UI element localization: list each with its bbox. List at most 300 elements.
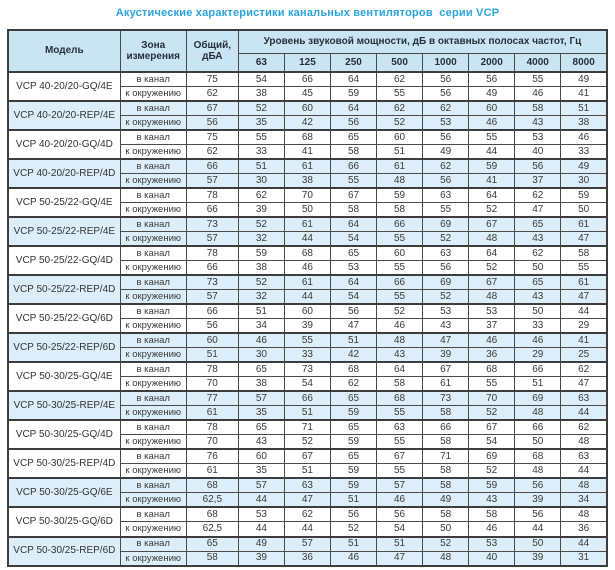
spl-value-cell-8000hz: 31 (561, 551, 607, 566)
spl-value-cell-63hz: 38 (238, 261, 284, 276)
spl-value-cell-63hz: 30 (238, 174, 284, 189)
zone-cell: в канал (120, 101, 186, 116)
spl-value-cell-63hz: 44 (238, 522, 284, 537)
spl-value-cell-63hz: 43 (238, 435, 284, 450)
spl-value-cell-2000hz: 70 (469, 391, 515, 406)
spl-value-cell-2000hz: 59 (469, 159, 515, 174)
spl-value-cell-1000hz: 55 (423, 203, 469, 218)
spl-value-cell-125hz: 66 (284, 391, 330, 406)
zone-cell: к окружению (120, 348, 186, 363)
spl-value-cell-125hz: 71 (284, 420, 330, 435)
spl-value-cell-500hz: 60 (377, 246, 423, 261)
spl-value-cell-1000hz: 58 (423, 507, 469, 522)
zone-cell: в канал (120, 478, 186, 493)
model-cell: VCP 50-30/25-REP/4E (8, 391, 120, 420)
spl-value-cell-125hz: 73 (284, 362, 330, 377)
spl-value-cell-250hz: 59 (330, 435, 376, 450)
spl-value-cell-250hz: 55 (330, 174, 376, 189)
header-freq-2000: 2000 (469, 53, 515, 72)
zone-cell: в канал (120, 217, 186, 232)
spl-value-cell-63hz: 51 (238, 159, 284, 174)
spl-value-cell-2000hz: 55 (469, 130, 515, 145)
spl-value-cell-125hz: 38 (284, 174, 330, 189)
spl-value-cell-250hz: 42 (330, 348, 376, 363)
zone-cell: в канал (120, 246, 186, 261)
spl-value-cell-63hz: 39 (238, 203, 284, 218)
spl-value-cell-1000hz: 53 (423, 116, 469, 131)
spl-value-cell-1000hz: 63 (423, 188, 469, 203)
spl-value-cell-1000hz: 56 (423, 72, 469, 87)
model-cell: VCP 50-25/22-REP/4E (8, 217, 120, 246)
spl-value-cell-500hz: 55 (377, 464, 423, 479)
spl-value-cell-250hz: 67 (330, 188, 376, 203)
zone-cell: в канал (120, 420, 186, 435)
spl-value-cell-125hz: 61 (284, 159, 330, 174)
zone-cell: к окружению (120, 435, 186, 450)
spl-value-cell-125hz: 70 (284, 188, 330, 203)
spl-value-cell-250hz: 66 (330, 159, 376, 174)
spl-value-cell-500hz: 62 (377, 101, 423, 116)
spl-value-cell-8000hz: 49 (561, 159, 607, 174)
zone-cell: в канал (120, 159, 186, 174)
zone-cell: к окружению (120, 493, 186, 508)
spl-value-cell-63hz: 35 (238, 464, 284, 479)
zone-cell: к окружению (120, 203, 186, 218)
spl-value-cell-250hz: 64 (330, 101, 376, 116)
spl-value-cell-4000hz: 56 (515, 159, 561, 174)
spl-value-cell-4000hz: 50 (515, 261, 561, 276)
spl-value-cell-125hz: 61 (284, 275, 330, 290)
spl-value-cell-250hz: 58 (330, 145, 376, 160)
model-cell: VCP 40-20/20-GQ/4D (8, 130, 120, 159)
total-dba-cell: 75 (186, 130, 238, 145)
spl-value-cell-500hz: 66 (377, 275, 423, 290)
spl-value-cell-4000hz: 37 (515, 174, 561, 189)
spl-value-cell-2000hz: 52 (469, 203, 515, 218)
spl-value-cell-4000hz: 62 (515, 246, 561, 261)
spl-value-cell-250hz: 51 (330, 493, 376, 508)
spl-value-cell-2000hz: 59 (469, 478, 515, 493)
spl-value-cell-125hz: 63 (284, 478, 330, 493)
table-row (8, 188, 607, 203)
spl-value-cell-4000hz: 33 (515, 319, 561, 334)
spl-value-cell-1000hz: 56 (423, 261, 469, 276)
spl-value-cell-4000hz: 53 (515, 130, 561, 145)
spl-value-cell-8000hz: 33 (561, 145, 607, 160)
spl-value-cell-250hz: 56 (330, 304, 376, 319)
table-row (8, 507, 607, 522)
spl-value-cell-1000hz: 49 (423, 145, 469, 160)
header-row-top (8, 30, 607, 53)
spl-value-cell-8000hz: 44 (561, 464, 607, 479)
table-row (8, 478, 607, 493)
spl-value-cell-500hz: 55 (377, 435, 423, 450)
spl-value-cell-250hz: 59 (330, 478, 376, 493)
total-dba-cell: 51 (186, 348, 238, 363)
spl-value-cell-500hz: 55 (377, 261, 423, 276)
spl-value-cell-500hz: 55 (377, 290, 423, 305)
header-freq-125: 125 (284, 53, 330, 72)
spl-value-cell-125hz: 55 (284, 333, 330, 348)
spl-value-cell-8000hz: 59 (561, 188, 607, 203)
zone-cell: к окружению (120, 319, 186, 334)
table-row (8, 304, 607, 319)
spl-value-cell-125hz: 51 (284, 464, 330, 479)
spl-value-cell-2000hz: 52 (469, 261, 515, 276)
spl-value-cell-2000hz: 48 (469, 232, 515, 247)
spl-value-cell-63hz: 39 (238, 551, 284, 566)
table-row (8, 391, 607, 406)
spl-value-cell-500hz: 55 (377, 406, 423, 421)
spl-value-cell-250hz: 65 (330, 391, 376, 406)
spl-value-cell-63hz: 54 (238, 72, 284, 87)
header-zone: Зона измерения (120, 30, 186, 72)
spl-value-cell-250hz: 59 (330, 87, 376, 102)
spl-value-cell-63hz: 51 (238, 304, 284, 319)
zone-cell: в канал (120, 275, 186, 290)
spl-value-cell-63hz: 32 (238, 232, 284, 247)
spl-value-cell-8000hz: 48 (561, 478, 607, 493)
zone-cell: к окружению (120, 464, 186, 479)
spl-value-cell-8000hz: 46 (561, 130, 607, 145)
spl-value-cell-2000hz: 56 (469, 72, 515, 87)
spl-value-cell-250hz: 68 (330, 362, 376, 377)
spl-value-cell-125hz: 66 (284, 72, 330, 87)
spl-value-cell-1000hz: 62 (423, 101, 469, 116)
spl-value-cell-125hz: 45 (284, 87, 330, 102)
spl-value-cell-63hz: 33 (238, 145, 284, 160)
spl-value-cell-4000hz: 69 (515, 391, 561, 406)
spl-value-cell-125hz: 52 (284, 435, 330, 450)
spl-value-cell-1000hz: 58 (423, 435, 469, 450)
model-cell: VCP 50-30/25-REP/4D (8, 449, 120, 478)
spl-value-cell-4000hz: 40 (515, 145, 561, 160)
spl-value-cell-8000hz: 61 (561, 217, 607, 232)
total-dba-cell: 78 (186, 362, 238, 377)
spl-value-cell-63hz: 38 (238, 87, 284, 102)
spl-value-cell-8000hz: 47 (561, 290, 607, 305)
zone-cell: в канал (120, 130, 186, 145)
spl-value-cell-125hz: 68 (284, 246, 330, 261)
total-dba-cell: 66 (186, 261, 238, 276)
spl-value-cell-250hz: 62 (330, 377, 376, 392)
spl-value-cell-250hz: 53 (330, 261, 376, 276)
zone-cell: в канал (120, 188, 186, 203)
spl-value-cell-63hz: 35 (238, 116, 284, 131)
total-dba-cell: 62,5 (186, 522, 238, 537)
spl-value-cell-250hz: 65 (330, 449, 376, 464)
spl-value-cell-250hz: 56 (330, 507, 376, 522)
spl-value-cell-125hz: 62 (284, 507, 330, 522)
spl-value-cell-63hz: 32 (238, 290, 284, 305)
spl-value-cell-2000hz: 44 (469, 145, 515, 160)
table-row (8, 159, 607, 174)
total-dba-cell: 56 (186, 319, 238, 334)
spl-value-cell-1000hz: 61 (423, 377, 469, 392)
total-dba-cell: 73 (186, 275, 238, 290)
spl-value-cell-8000hz: 63 (561, 449, 607, 464)
spl-value-cell-1000hz: 52 (423, 537, 469, 552)
spl-value-cell-2000hz: 53 (469, 537, 515, 552)
total-dba-cell: 66 (186, 159, 238, 174)
spl-value-cell-125hz: 36 (284, 551, 330, 566)
table-row (8, 130, 607, 145)
spl-value-cell-63hz: 57 (238, 478, 284, 493)
spl-value-cell-125hz: 44 (284, 290, 330, 305)
total-dba-cell: 78 (186, 420, 238, 435)
spl-value-cell-8000hz: 63 (561, 391, 607, 406)
spl-value-cell-63hz: 52 (238, 275, 284, 290)
total-dba-cell: 75 (186, 72, 238, 87)
spl-value-cell-1000hz: 69 (423, 217, 469, 232)
spl-value-cell-4000hz: 51 (515, 377, 561, 392)
spl-value-cell-250hz: 64 (330, 72, 376, 87)
header-freq-4000: 4000 (515, 53, 561, 72)
spl-value-cell-2000hz: 46 (469, 116, 515, 131)
model-cell: VCP 50-30/25-GQ/6E (8, 478, 120, 507)
spl-value-cell-500hz: 43 (377, 348, 423, 363)
spl-value-cell-125hz: 39 (284, 319, 330, 334)
model-cell: VCP 50-25/22-GQ/6D (8, 304, 120, 333)
spl-value-cell-125hz: 33 (284, 348, 330, 363)
total-dba-cell: 68 (186, 478, 238, 493)
table-row (8, 72, 607, 87)
spl-value-cell-4000hz: 39 (515, 493, 561, 508)
spl-value-cell-250hz: 54 (330, 232, 376, 247)
spl-value-cell-125hz: 51 (284, 406, 330, 421)
spl-value-cell-8000hz: 44 (561, 304, 607, 319)
spl-value-cell-125hz: 67 (284, 449, 330, 464)
header-freq-250: 250 (330, 53, 376, 72)
spl-value-cell-63hz: 35 (238, 406, 284, 421)
total-dba-cell: 60 (186, 333, 238, 348)
spl-value-cell-8000hz: 29 (561, 319, 607, 334)
spl-value-cell-500hz: 57 (377, 478, 423, 493)
spl-value-cell-4000hz: 50 (515, 304, 561, 319)
spl-value-cell-2000hz: 46 (469, 333, 515, 348)
spl-value-cell-63hz: 49 (238, 537, 284, 552)
spl-value-cell-250hz: 54 (330, 290, 376, 305)
spl-value-cell-500hz: 63 (377, 420, 423, 435)
spl-value-cell-500hz: 55 (377, 87, 423, 102)
spl-value-cell-63hz: 46 (238, 333, 284, 348)
total-dba-cell: 62 (186, 87, 238, 102)
spl-value-cell-4000hz: 46 (515, 87, 561, 102)
spl-value-cell-8000hz: 48 (561, 435, 607, 450)
spl-value-cell-500hz: 58 (377, 377, 423, 392)
zone-cell: к окружению (120, 145, 186, 160)
total-dba-cell: 68 (186, 507, 238, 522)
spl-value-cell-1000hz: 49 (423, 493, 469, 508)
zone-cell: в канал (120, 362, 186, 377)
spl-value-cell-1000hz: 62 (423, 159, 469, 174)
spl-value-cell-63hz: 52 (238, 217, 284, 232)
spl-value-cell-250hz: 46 (330, 551, 376, 566)
spl-value-cell-4000hz: 50 (515, 537, 561, 552)
spl-value-cell-1000hz: 39 (423, 348, 469, 363)
spl-value-cell-500hz: 61 (377, 159, 423, 174)
spl-value-cell-2000hz: 68 (469, 362, 515, 377)
spl-value-cell-500hz: 60 (377, 130, 423, 145)
spl-value-cell-500hz: 59 (377, 188, 423, 203)
total-dba-cell: 57 (186, 174, 238, 189)
total-dba-cell: 78 (186, 188, 238, 203)
table-header (8, 30, 607, 72)
spl-value-cell-1000hz: 58 (423, 464, 469, 479)
spl-value-cell-125hz: 68 (284, 130, 330, 145)
spl-value-cell-250hz: 59 (330, 406, 376, 421)
spl-value-cell-63hz: 34 (238, 319, 284, 334)
spl-value-cell-125hz: 46 (284, 261, 330, 276)
zone-cell: в канал (120, 507, 186, 522)
table-row (8, 333, 607, 348)
model-cell: VCP 50-25/22-REP/4D (8, 275, 120, 304)
total-dba-cell: 57 (186, 232, 238, 247)
spl-value-cell-2000hz: 69 (469, 449, 515, 464)
model-cell: VCP 50-30/25-REP/6D (8, 537, 120, 567)
table-row (8, 275, 607, 290)
spl-value-cell-250hz: 56 (330, 116, 376, 131)
spl-value-cell-2000hz: 55 (469, 377, 515, 392)
spl-value-cell-2000hz: 67 (469, 275, 515, 290)
spl-value-cell-1000hz: 43 (423, 319, 469, 334)
zone-cell: к окружению (120, 377, 186, 392)
total-dba-cell: 67 (186, 101, 238, 116)
spl-value-cell-4000hz: 46 (515, 333, 561, 348)
model-cell: VCP 50-25/22-GQ/4E (8, 188, 120, 217)
spl-value-cell-4000hz: 44 (515, 522, 561, 537)
spl-value-cell-63hz: 59 (238, 246, 284, 261)
spl-value-cell-250hz: 58 (330, 203, 376, 218)
zone-cell: в канал (120, 391, 186, 406)
zone-cell: к окружению (120, 261, 186, 276)
spl-value-cell-250hz: 65 (330, 130, 376, 145)
spl-value-cell-500hz: 55 (377, 232, 423, 247)
total-dba-cell: 66 (186, 203, 238, 218)
model-cell: VCP 50-30/25-GQ/6D (8, 507, 120, 536)
model-cell: VCP 50-30/25-GQ/4E (8, 362, 120, 391)
spl-value-cell-2000hz: 60 (469, 101, 515, 116)
spl-value-cell-4000hz: 66 (515, 362, 561, 377)
spl-value-cell-2000hz: 48 (469, 290, 515, 305)
spl-value-cell-125hz: 57 (284, 537, 330, 552)
spl-value-cell-500hz: 46 (377, 319, 423, 334)
header-total: Общий, дБА (186, 30, 238, 72)
acoustic-table (7, 29, 608, 567)
spl-value-cell-125hz: 44 (284, 522, 330, 537)
spl-value-cell-2000hz: 64 (469, 188, 515, 203)
spl-value-cell-8000hz: 44 (561, 537, 607, 552)
spl-value-cell-8000hz: 62 (561, 362, 607, 377)
spl-value-cell-4000hz: 55 (515, 72, 561, 87)
table-row (8, 246, 607, 261)
spl-value-cell-1000hz: 71 (423, 449, 469, 464)
header-freq-1000: 1000 (423, 53, 469, 72)
spl-value-cell-250hz: 51 (330, 333, 376, 348)
spl-value-cell-2000hz: 54 (469, 435, 515, 450)
table-row (8, 449, 607, 464)
spl-value-cell-125hz: 61 (284, 217, 330, 232)
header-freq-63: 63 (238, 53, 284, 72)
spl-value-cell-2000hz: 46 (469, 522, 515, 537)
table-row (8, 362, 607, 377)
total-dba-cell: 66 (186, 304, 238, 319)
zone-cell: в канал (120, 537, 186, 552)
spl-value-cell-4000hz: 43 (515, 116, 561, 131)
spl-value-cell-500hz: 48 (377, 333, 423, 348)
header-freq-8000: 8000 (561, 53, 607, 72)
spl-value-cell-63hz: 52 (238, 101, 284, 116)
spl-value-cell-250hz: 47 (330, 319, 376, 334)
total-dba-cell: 70 (186, 377, 238, 392)
spl-value-cell-8000hz: 47 (561, 377, 607, 392)
zone-cell: к окружению (120, 174, 186, 189)
spl-value-cell-4000hz: 48 (515, 464, 561, 479)
spl-value-cell-1000hz: 53 (423, 304, 469, 319)
spl-value-cell-500hz: 52 (377, 116, 423, 131)
spl-value-cell-4000hz: 48 (515, 406, 561, 421)
spl-value-cell-8000hz: 41 (561, 87, 607, 102)
spl-value-cell-63hz: 44 (238, 493, 284, 508)
spl-value-cell-4000hz: 39 (515, 551, 561, 566)
spl-value-cell-250hz: 64 (330, 217, 376, 232)
model-cell: VCP 40-20/20-REP/4D (8, 159, 120, 188)
spl-value-cell-250hz: 52 (330, 522, 376, 537)
spl-value-cell-8000hz: 48 (561, 507, 607, 522)
zone-cell: к окружению (120, 116, 186, 131)
model-cell: VCP 50-30/25-GQ/4D (8, 420, 120, 449)
spl-value-cell-2000hz: 41 (469, 174, 515, 189)
spl-value-cell-63hz: 62 (238, 188, 284, 203)
spl-value-cell-63hz: 38 (238, 377, 284, 392)
spl-value-cell-125hz: 47 (284, 493, 330, 508)
total-dba-cell: 73 (186, 217, 238, 232)
spl-value-cell-8000hz: 50 (561, 203, 607, 218)
spl-value-cell-1000hz: 47 (423, 333, 469, 348)
zone-cell: в канал (120, 72, 186, 87)
spl-value-cell-1000hz: 73 (423, 391, 469, 406)
spl-value-cell-63hz: 53 (238, 507, 284, 522)
spl-value-cell-1000hz: 58 (423, 406, 469, 421)
table-row (8, 101, 607, 116)
spl-value-cell-125hz: 54 (284, 377, 330, 392)
spl-value-cell-4000hz: 56 (515, 478, 561, 493)
spl-value-cell-4000hz: 47 (515, 203, 561, 218)
spl-value-cell-500hz: 58 (377, 203, 423, 218)
spl-value-cell-8000hz: 34 (561, 493, 607, 508)
spl-value-cell-8000hz: 36 (561, 522, 607, 537)
spl-value-cell-4000hz: 68 (515, 449, 561, 464)
spl-value-cell-2000hz: 40 (469, 551, 515, 566)
spl-value-cell-500hz: 68 (377, 391, 423, 406)
zone-cell: к окружению (120, 522, 186, 537)
spl-value-cell-500hz: 51 (377, 537, 423, 552)
spl-value-cell-8000hz: 49 (561, 72, 607, 87)
spl-value-cell-250hz: 65 (330, 246, 376, 261)
table-body (8, 72, 607, 566)
spl-value-cell-1000hz: 56 (423, 130, 469, 145)
total-dba-cell: 78 (186, 246, 238, 261)
spl-value-cell-4000hz: 66 (515, 420, 561, 435)
model-cell: VCP 40-20/20-REP/4E (8, 101, 120, 130)
spl-value-cell-250hz: 51 (330, 537, 376, 552)
zone-cell: к окружению (120, 551, 186, 566)
spl-value-cell-8000hz: 58 (561, 246, 607, 261)
model-cell: VCP 40-20/20-GQ/4E (8, 72, 120, 101)
spl-value-cell-2000hz: 43 (469, 493, 515, 508)
spl-value-cell-4000hz: 43 (515, 232, 561, 247)
spl-value-cell-1000hz: 56 (423, 174, 469, 189)
